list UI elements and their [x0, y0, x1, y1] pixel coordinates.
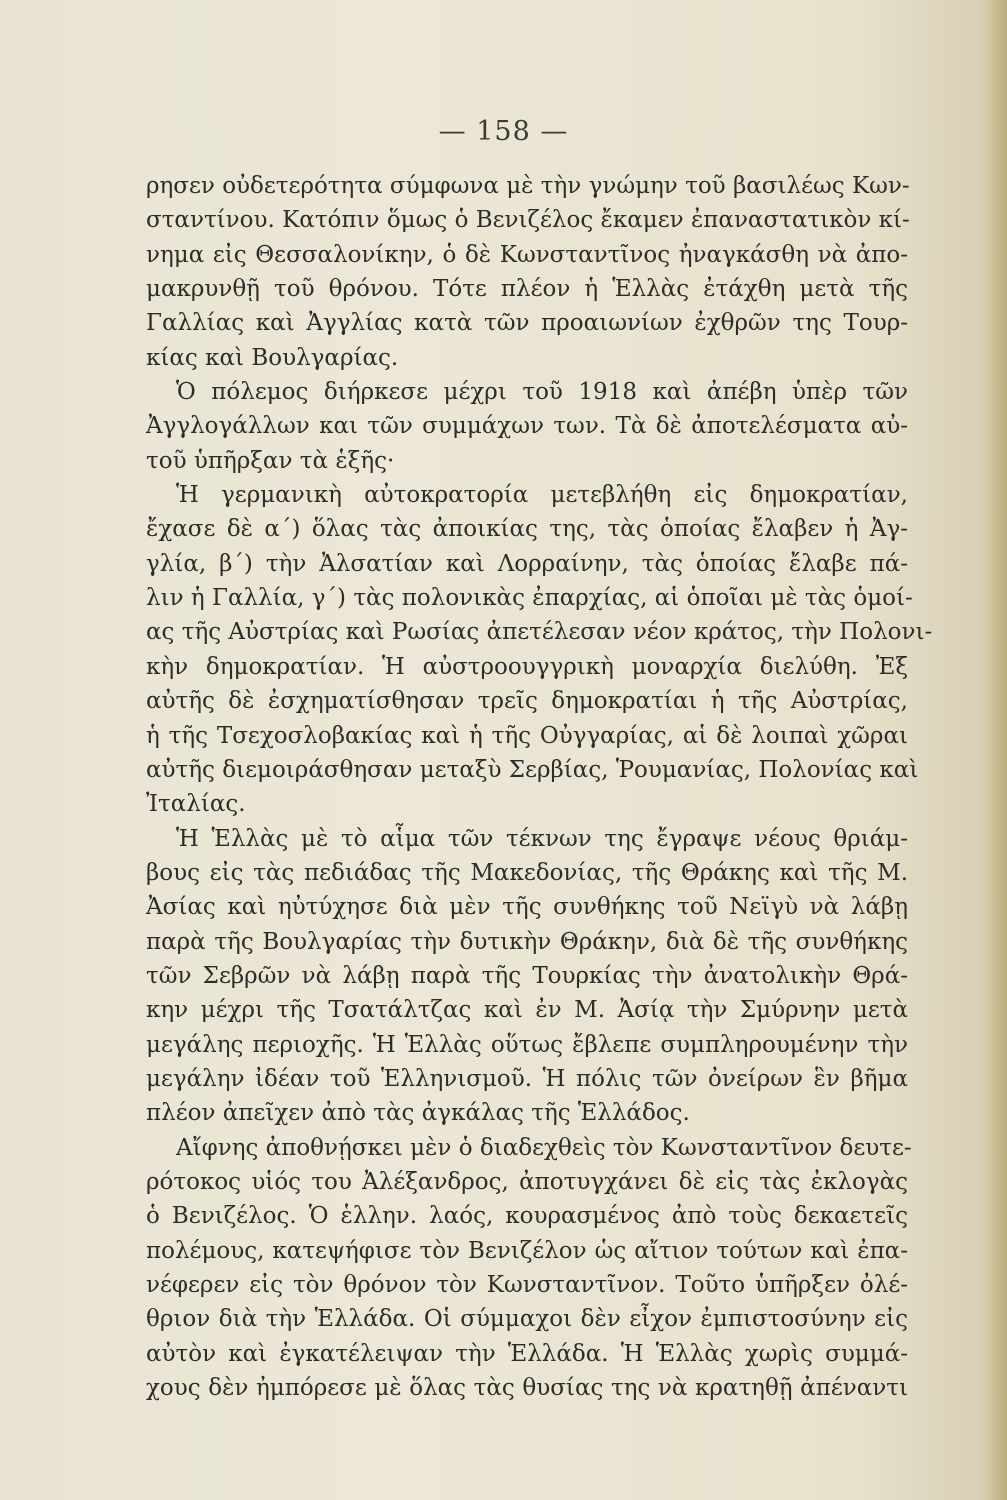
text-line: βους εἰς τὰς πεδιάδας τῆς Μακεδονίας, τῆς Θράκης καὶ τῆς Μ. [146, 859, 908, 886]
text-line: μακρυνθῇ τοῦ θρόνου. Τότε πλέον ἡ Ἑλλὰς ἐτάχθη μετὰ τῆς [146, 276, 908, 303]
text-line: λιν ἡ Γαλλία, γ΄) τὰς πολονικὰς ἐπαρχίας, αἱ ὁποῖαι μὲ τὰς ὁμοί- [146, 585, 913, 612]
text-line: Ἀγγλογάλλων και τῶν συμμάχων των. Τὰ δὲ ἀποτελέσματα αὐ- [146, 413, 908, 440]
text-line: παρὰ τῆς Βουλγαρίας τὴν δυτικὴν Θράκην, διὰ δὲ τῆς συνθήκης [146, 928, 908, 955]
text-line: Ἰταλίας. [146, 791, 246, 818]
text-line: ρότοκος υἱός του Ἀλέξανδρος, ἀποτυγχάνει δὲ εἰς τὰς ἐκλογὰς [146, 1168, 908, 1195]
paragraph [146, 169, 908, 375]
page-number: — 158 — [438, 116, 569, 147]
page-spine-edge [985, 0, 1007, 1500]
text-line: πολέμους, κατεψήφισε τὸν Βενιζέλον ὡς αἴτιον τούτων καὶ ἐπα- [146, 1237, 908, 1264]
text-line: νημα εἰς Θεσσαλονίκην, ὁ δὲ Κωνσταντῖνος ἠναγκάσθη νὰ ἀπο- [146, 241, 908, 268]
text-line: Γαλλίας καὶ Ἀγγλίας κατὰ τῶν προαιωνίων ἐχθρῶν της Τουρ- [146, 310, 908, 337]
text-line: σταντίνου. Κατόπιν ὅμως ὁ Βενιζέλος ἔκαμεν ἐπαναστατικὸν κί- [146, 207, 910, 234]
text-line: ἔχασε δὲ α΄) ὅλας τὰς ἀποικίας της, τὰς ὁποίας ἔλαβεν ἡ Ἀγ- [146, 516, 908, 543]
text-line: κὴν δημοκρατίαν. Ἡ αὐστροουγγρικὴ μοναρχία διελύθη. Ἐξ [146, 653, 908, 680]
text-line: Ἀσίας καὶ ηὐτύχησε διὰ μὲν τῆς συνθήκης τοῦ Νεϊγὺ νὰ λάβῃ [146, 894, 908, 921]
paragraph [146, 375, 908, 478]
text-line: Ὁ πόλεμος διήρκεσε μέχρι τοῦ 1918 καὶ ἀπέβη ὑπὲρ τῶν [176, 379, 908, 406]
body-text [146, 169, 933, 1405]
paragraph [146, 478, 933, 821]
text-line: αὐτῆς δὲ ἐσχηματίσθησαν τρεῖς δημοκρατίαι ἡ τῆς Αὐστρίας, [146, 688, 908, 715]
text-line: Ἡ γερμανικὴ αὐτοκρατορία μετεβλήθη εἰς δημοκρατίαν, [176, 482, 908, 509]
text-line: ὁ Βενιζέλος. Ὁ ἑλλην. λαός, κουρασμένος ἀπὸ τοὺς δεκαετεῖς [146, 1203, 908, 1230]
paragraph [146, 1131, 912, 1406]
text-line: νέφερεν εἰς τὸν θρόνον τὸν Κωνσταντῖνον. Τοῦτο ὑπῆρξεν ὀλέ- [146, 1272, 908, 1298]
text-line: τοῦ ὑπῆρξαν τὰ ἑξῆς· [146, 447, 395, 474]
text-line: ας τῆς Αὐστρίας καὶ Ρωσίας ἀπετέλεσαν νέον κράτος, τὴν Πολονι- [146, 619, 933, 646]
paragraph [146, 822, 908, 1131]
text-line: ρησεν οὐδετερότητα σύμφωνα μὲ τὴν γνώμην τοῦ βασιλέως Κων- [146, 173, 910, 199]
text-line: πλέον ἀπεῖχεν ἀπὸ τὰς ἀγκάλας τῆς Ἑλλάδος. [146, 1100, 690, 1127]
text-line: κην μέχρι τῆς Τσατάλτζας καὶ ἐν Μ. Ἀσίᾳ τὴν Σμύρνην μετὰ [146, 997, 908, 1024]
text-line: ἡ τῆς Τσεχοσλοβακίας καὶ ἡ τῆς Οὐγγαρίας, αἱ δὲ λοιπαὶ χῶραι [146, 722, 908, 749]
text-line: Αἴφνης ἀποθνῄσκει μὲν ὁ διαδεχθεὶς τὸν Κωνσταντῖνον δευτε- [176, 1134, 912, 1161]
text-line: μεγάλην ἰδέαν τοῦ Ἑλληνισμοῦ. Ἡ πόλις τῶν ὀνείρων ἓν βῆμα [146, 1065, 908, 1092]
text-line: Ἡ Ἑλλὰς μὲ τὸ αἷμα τῶν τέκνων της ἔγραψε νέους θριάμ- [176, 825, 908, 852]
text-line: χους δὲν ἠμπόρεσε μὲ ὅλας τὰς θυσίας της νὰ κρατηθῇ ἀπέναντι [146, 1375, 908, 1402]
text-line: αὐτὸν καὶ ἐγκατέλειψαν τὴν Ἑλλάδα. Ἡ Ἑλλὰς χωρὶς συμμά- [146, 1340, 908, 1367]
text-line: γλία, β΄) τὴν Ἀλσατίαν καὶ Λορραίνην, τὰς ὁποίας ἔλαβε πά- [146, 550, 908, 577]
text-line: κίας καὶ Βουλγαρίας. [146, 344, 399, 371]
text-line: αὐτῆς διεμοιράσθησαν μεταξὺ Σερβίας, Ῥουμανίας, Πολονίας καὶ [146, 756, 919, 783]
text-line: τῶν Σεβρῶν νὰ λάβῃ παρὰ τῆς Τουρκίας τὴν ἀνατολικὴν Θρά- [146, 962, 908, 989]
text-line: θριον διὰ τὴν Ἑλλάδα. Οἱ σύμμαχοι δὲν εἶχον ἐμπιστοσύνην εἰς [146, 1306, 908, 1333]
text-line: μεγάλης περιοχῆς. Ἡ Ἑλλὰς οὕτως ἔβλεπε συμπληρουμένην τὴν [146, 1031, 908, 1058]
